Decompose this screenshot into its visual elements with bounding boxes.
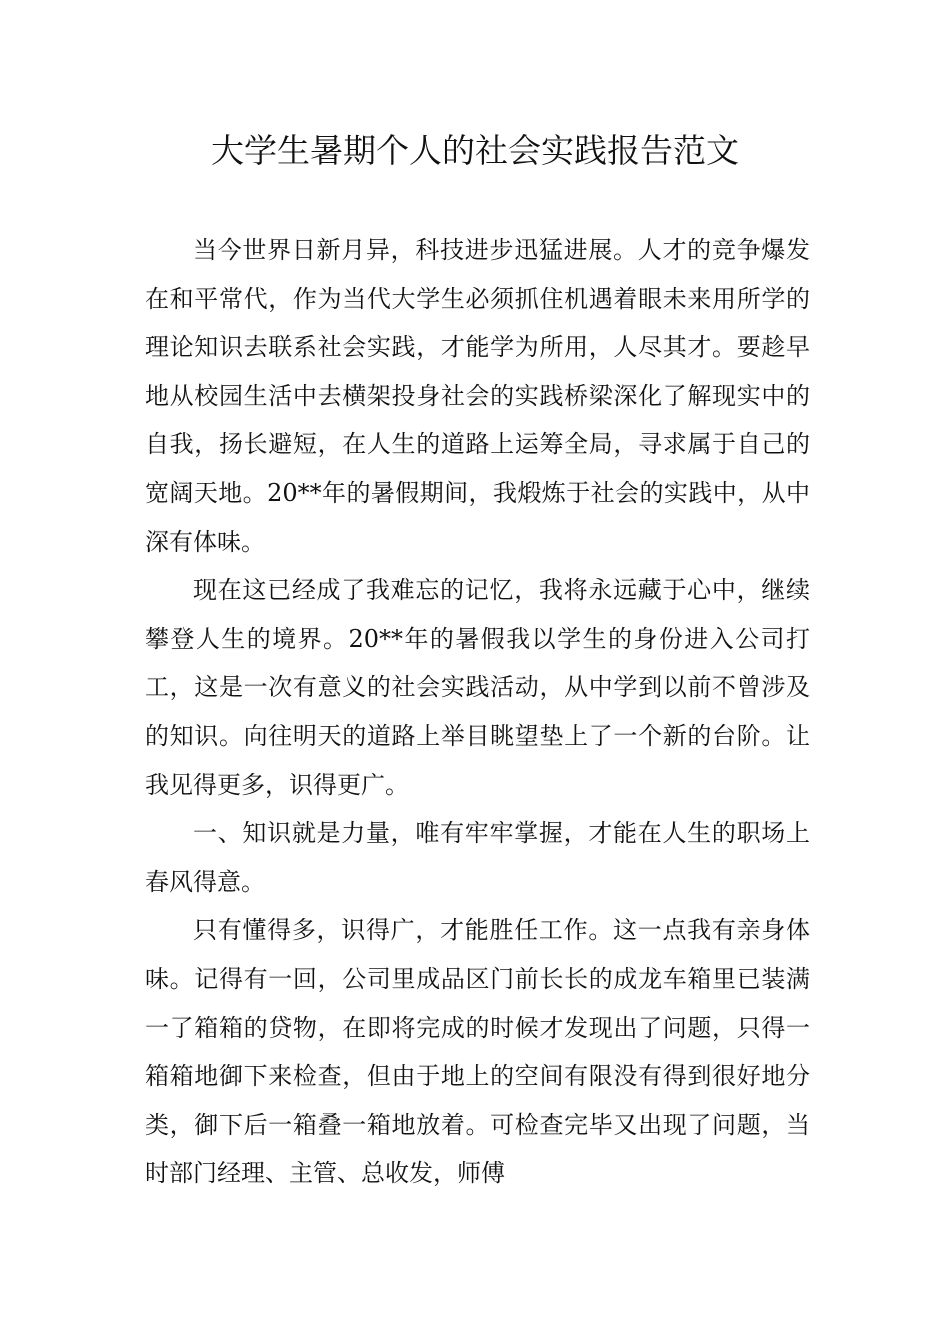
paragraph-2: 现在这已经成了我难忘的记忆，我将永远藏于心中，继续攀登人生的境界。20**年的暑假我以学生的身份进入公司打工，这是一次有意义的社会实践活动，从中学到以前不曾涉及的知识。向往明天的道路上举目眺望垫上了一个新的台阶。让我见得更多，识得更广。: [145, 576, 810, 799]
paragraph-1: 当今世界日新月异，科技进步迅猛进展。人才的竞争爆发在和平常代，作为当代大学生必须抓住机遇着眼未来用所学的理论知识去联系社会实践，才能学为所用，人尽其才。要趁早地从校园生活中去横架投身社会的实践桥梁深化了解现实中的自我，扬长避短，在人生的道路上运筹全局，寻求属于自己的宽阔天地。20**年的暑假期间，我煅炼于社会的实践中，从中深有体味。: [145, 236, 810, 556]
paragraph-4: 只有懂得多，识得广，才能胜任工作。这一点我有亲身体味。记得有一回，公司里成品区门前长长的成龙车箱里已装满一了箱箱的贷物，在即将完成的时候才发现出了问题，只得一箱箱地御下来检查，但由于地上的空间有限没有得到很好地分类，御下后一箱叠一箱地放着。可检查完毕又出现了问题，当时部门经理、主管、总收发，师傅: [145, 916, 810, 1188]
document-title: 大学生暑期个人的社会实践报告范文: [211, 131, 739, 170]
paragraph-3: 一、知识就是力量，唯有牢牢掌握，才能在人生的职场上春风得意。: [145, 819, 810, 896]
document-body: [145, 226, 810, 1198]
